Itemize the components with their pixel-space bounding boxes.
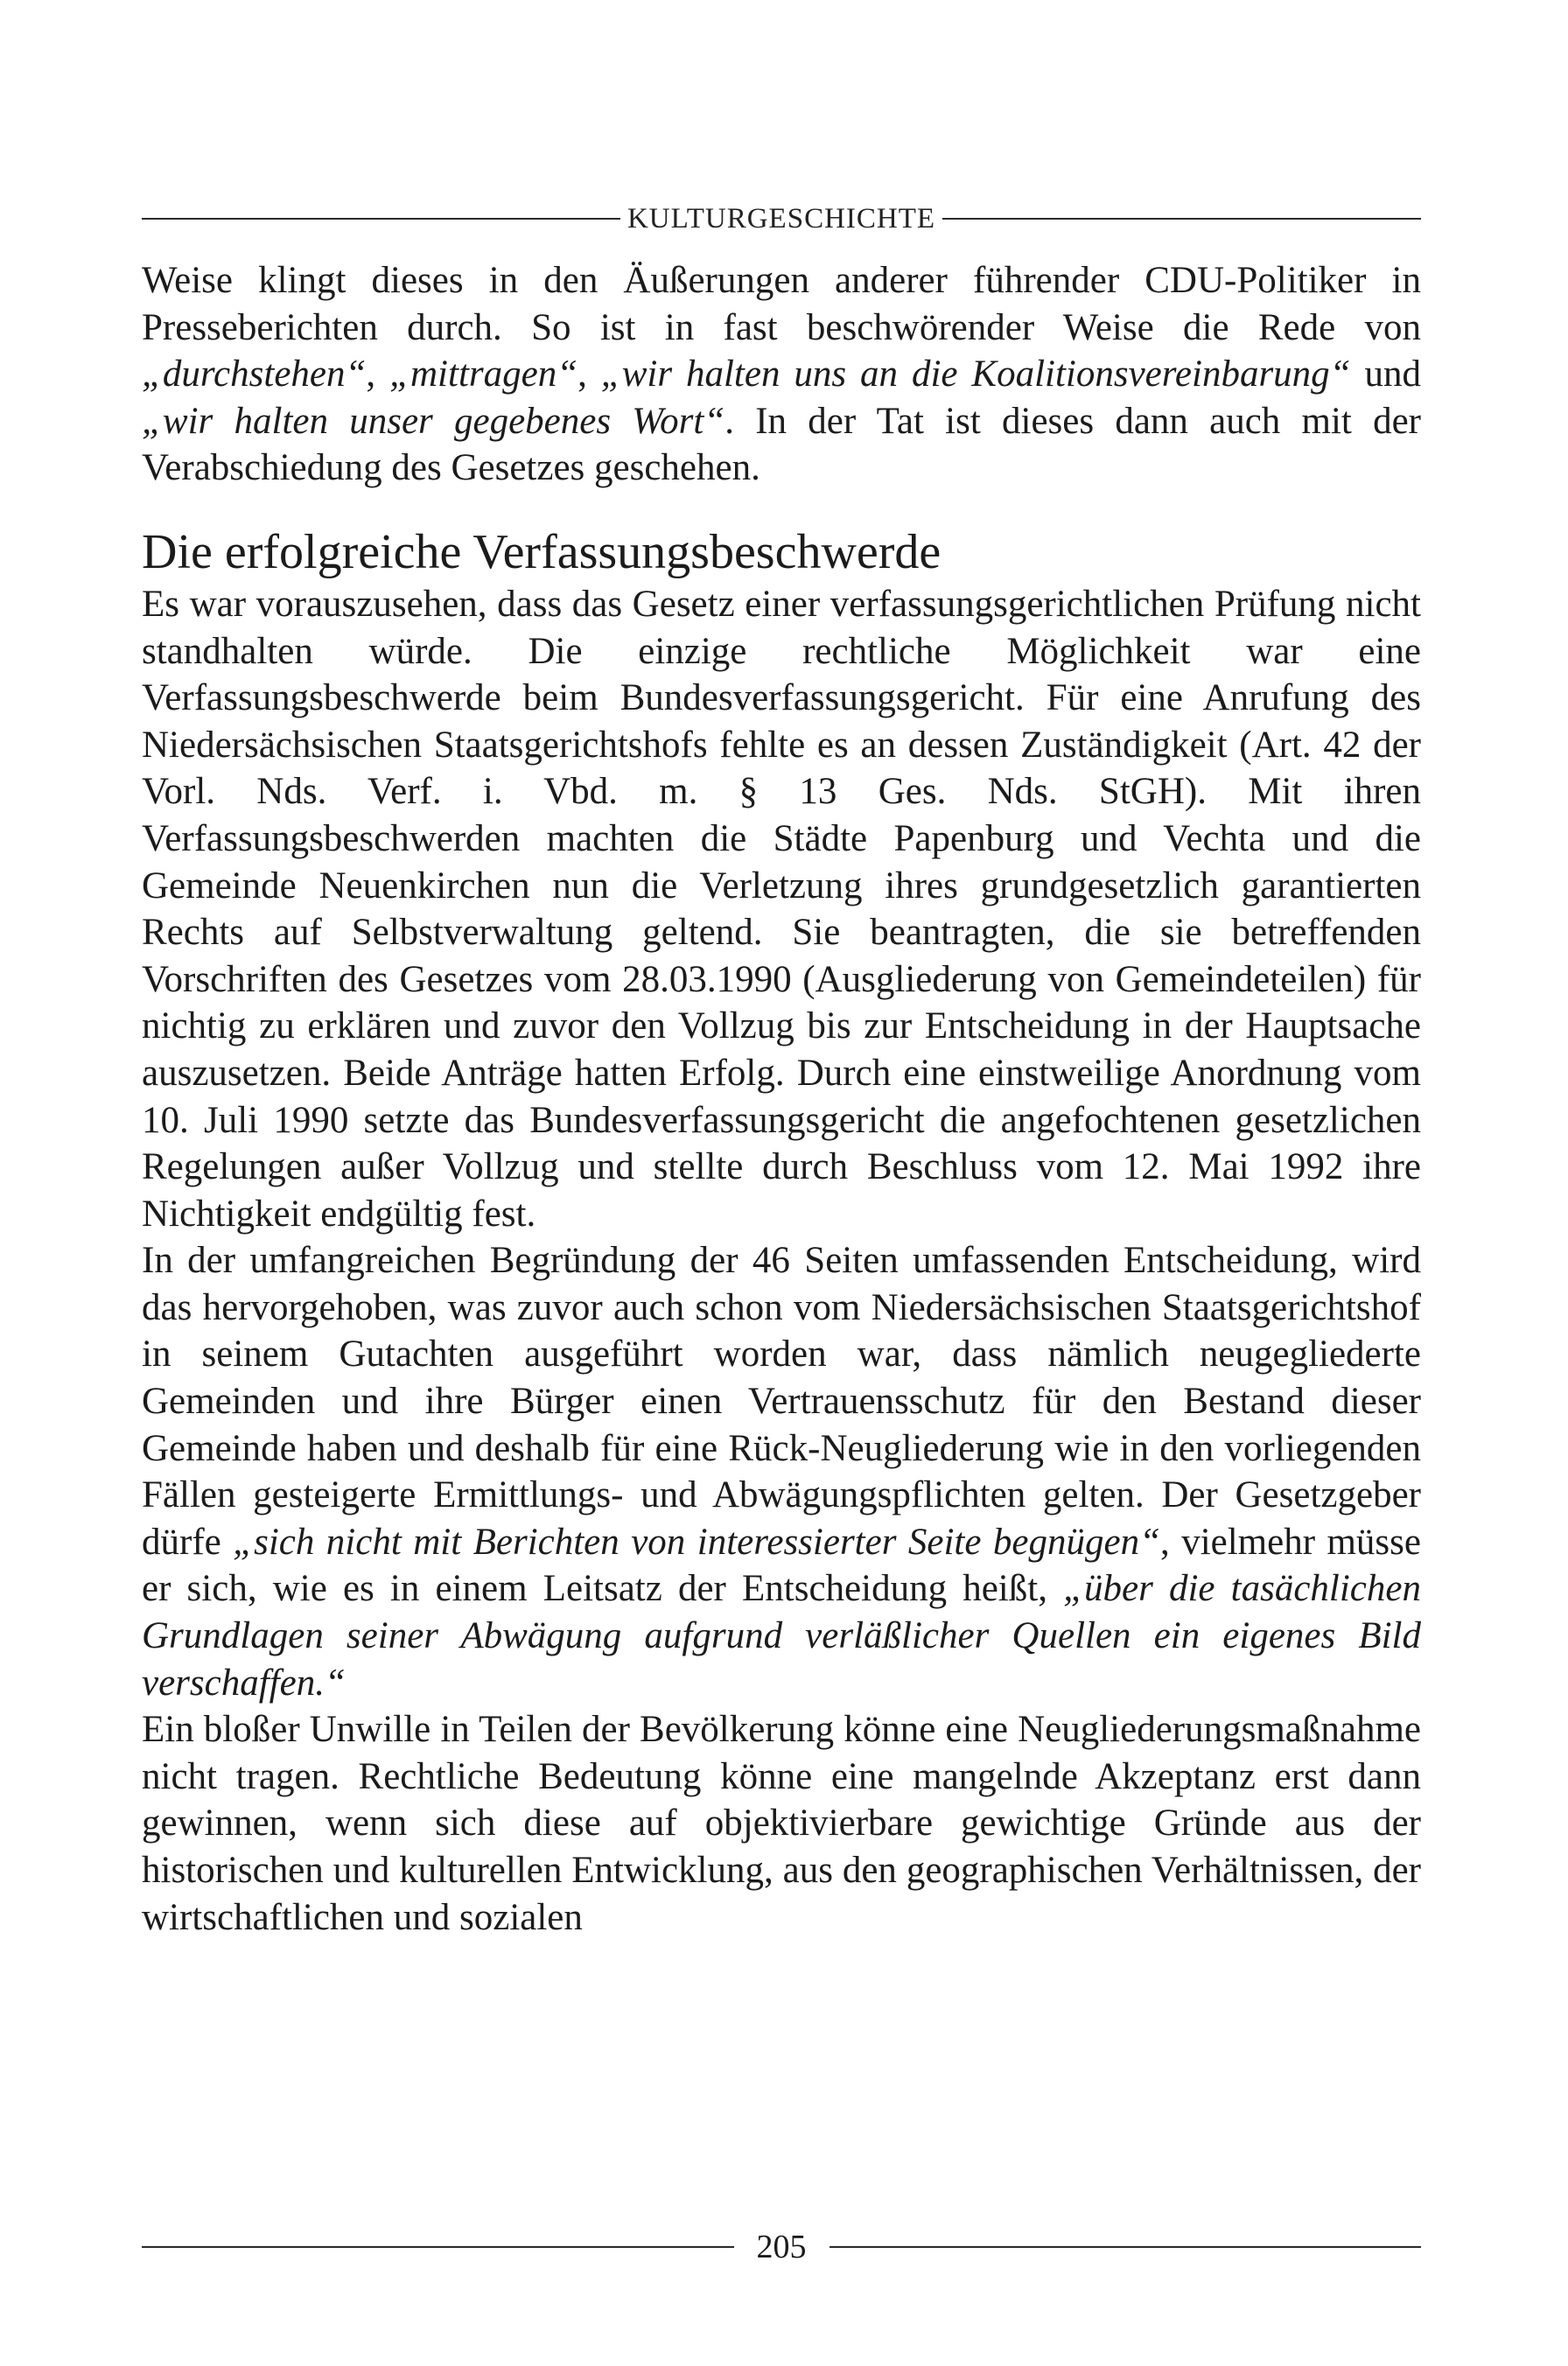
header-rule-right (942, 218, 1421, 220)
p1-sep-1: , (366, 354, 390, 396)
p1-text-a: Weise klingt dieses in den Äußerungen anderer führender CDU-Politiker in Presseberichten durch. So ist in fast beschwörender Weise die Rede von (142, 260, 1421, 348)
p1-quote-2: „mittragen“ (389, 354, 578, 396)
p1-sep-3: und (1350, 354, 1422, 396)
footer-rule-right (830, 2246, 1422, 2248)
book-page (142, 192, 1421, 2354)
p3-text-b: , vielmehr müsse er sich, wie es in einem Leitsatz der Entscheidung heißt, (142, 1521, 1421, 1610)
paragraph-2: Es war vorauszusehen, dass das Gesetz einer verfassungsgerichtlichen Prüfung nicht standhalten würde. Die einzige rechtliche Möglichkeit war eine Verfassungsbeschwerde beim Bundesverfassungsgericht. Für eine Anrufung des Niedersächsischen Staatsgerichtshofs fehlte es an dessen Zuständigkeit (Art. 42 der Vorl. Nds. Verf. i. Vbd. m. § 13 Ges. Nds. StGH). Mit ihren Verfassungsbeschwerden machten die Städte Papenburg und Vechta und die Gemeinde Neuenkirchen nun die Verletzung ihres grundgesetzlich garantierten Rechts auf Selbstverwaltung geltend. Sie beantragten, die sie betreffenden Vorschriften des Gesetzes vom 28.03.1990 (Ausgliederung von Gemeindeteilen) für nichtig zu erklären und zuvor den Vollzug bis zur Entscheidung in der Hauptsache auszusetzen. Beide Anträge hatten Erfolg. Durch eine einstweilige Anordnung vom 10. Juli 1990 setzte das Bundesverfassungsgericht die angefochtenen gesetzlichen Regelungen außer Vollzug und stellte durch Beschluss vom 12. Mai 1992 ihre Nichtigkeit endgültig fest. (142, 583, 1421, 1235)
section-heading: Die erfolgreiche Verfassungsbeschwerde (142, 524, 942, 579)
page-footer (142, 2221, 1421, 2273)
paragraph-3 (142, 1237, 1421, 1706)
paragraph-1 (142, 257, 1421, 492)
running-header-title: KULTURGESCHICHTE (626, 202, 936, 234)
p1-sep-2: , (578, 354, 601, 396)
p1-quote-4: „wir halten unser gegebenes Wort“ (142, 400, 725, 442)
header-rule-left (142, 218, 620, 220)
body-text (142, 257, 1421, 1941)
p3-text-a: In der umfangreichen Begründung der 46 Seiten umfassenden Entscheidung, wird das hervorgehoben, was zuvor auch schon vom Niedersächsischen Staatsgerichtshof in seinem Gutachten ausgeführt worden war, dass nämlich neugegliederte Gemeinden und ihre Bürger einen Vertrauensschutz für den Bestand dieser Gemeinde haben und deshalb für eine Rück-Neugliederung wie in den vorliegenden Fällen gesteigerte Ermittlungs- und Abwägungspflichten gelten. Der Gesetzgeber dürfe (142, 1240, 1421, 1563)
running-header (142, 192, 1421, 245)
page-number: 205 (756, 2229, 807, 2265)
p3-quote-1: „sich nicht mit Berichten von interessierter Seite begnügen“ (233, 1521, 1160, 1563)
p1-text-b: . In der Tat ist dieses dann auch mit der Verabschiedung des Gesetzes geschehen. (142, 400, 1421, 489)
paragraph-4: Ein bloßer Unwille in Teilen der Bevölkerung könne eine Neugliederungsmaßnahme nicht tragen. Rechtliche Bedeutung könne eine mangelnde Akzeptanz erst dann gewinnen, wenn sich diese auf objektivierbare gewichtige Gründe aus der historischen und kulturellen Entwicklung, aus den geographischen Verhältnissen, der wirtschaftlichen und sozialen (142, 1709, 1421, 1938)
p1-quote-1: „durchstehen“ (142, 354, 367, 396)
footer-rule-left (142, 2246, 734, 2248)
p3-quote-2: „über die tasächlichen Grundlagen seiner Abwägung aufgrund verläßlicher Quellen ein eigenes Bild verschaffen.“ (142, 1568, 1421, 1704)
p1-quote-3: „wir halten uns an die Koalitionsvereinbarung“ (600, 354, 1351, 396)
